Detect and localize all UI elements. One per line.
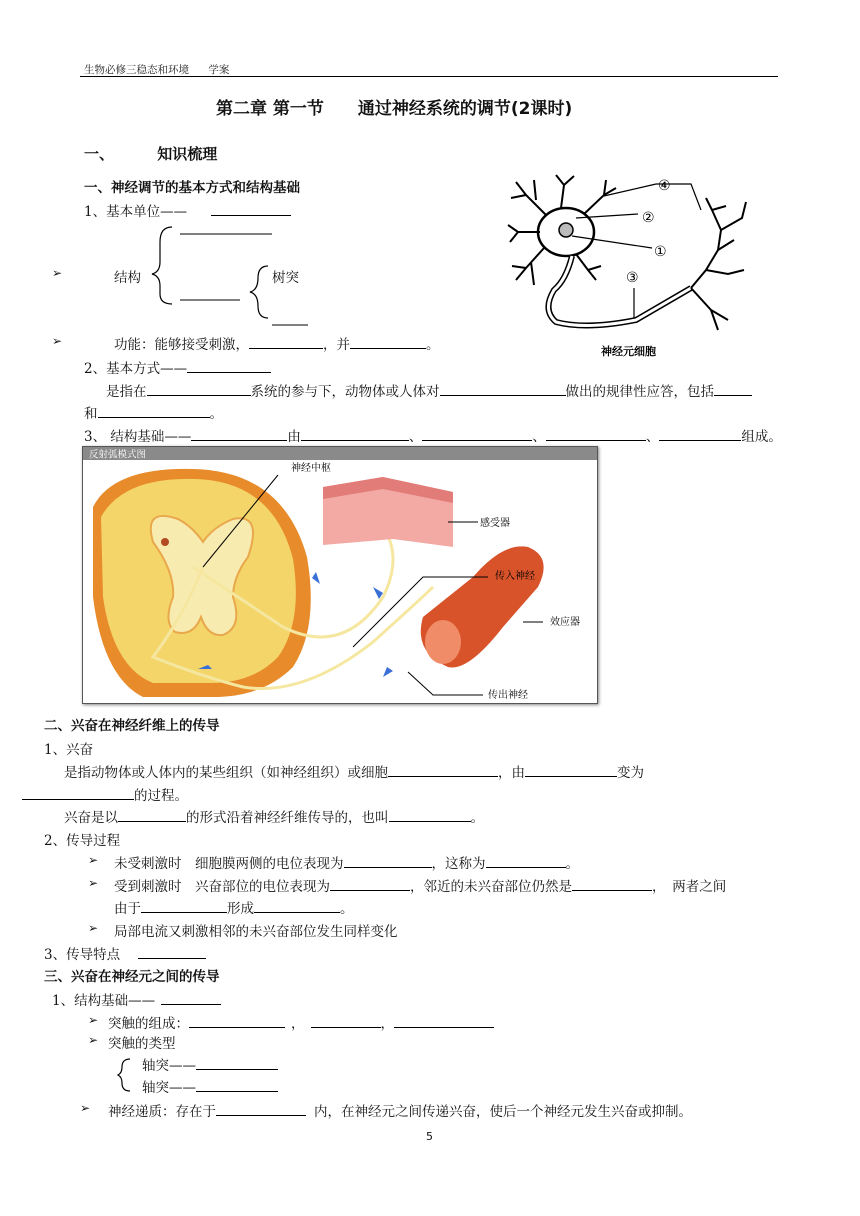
item2-desc-cont: 和 。 (84, 406, 223, 422)
blank[interactable] (330, 877, 410, 891)
neuron-caption: 神经元细胞 (601, 345, 656, 358)
blank[interactable] (216, 1102, 306, 1116)
synapse-type-1: 轴突—— (142, 1054, 278, 1074)
synapse-type-brace (116, 1057, 136, 1093)
muscle-end (425, 620, 461, 664)
process-stimulated: 受到刺激时 兴奋部位的电位表现为 ，邻近的未兴奋部位仍然是 ， 两者之间 (114, 879, 727, 895)
blank[interactable] (161, 991, 221, 1005)
blank[interactable] (388, 763, 498, 777)
blank[interactable] (422, 427, 532, 441)
part1-item2: 2、基本方式—— (84, 357, 271, 377)
label-center: 神经中枢 (291, 463, 331, 474)
item2-desc: 是指在 系统的参与下，动物体或人体对 做出的规律性应答，包括 (106, 380, 752, 400)
part1-item3: 3、 结构基础—— 由 、 、 、 组成。 (84, 429, 782, 445)
blank[interactable] (98, 404, 210, 418)
blank[interactable] (486, 854, 566, 868)
nucleus (559, 223, 573, 237)
blank[interactable] (22, 786, 134, 800)
blank[interactable] (714, 382, 752, 396)
dendrite-label: 树突 (272, 270, 299, 286)
process-spread: 局部电流又刺激相邻的未兴奋部位发生同样变化 (114, 924, 398, 940)
synapse-type-2: 轴突—— (142, 1076, 278, 1096)
dendrite (508, 225, 540, 242)
dendrite (511, 180, 546, 215)
item1-label: 1、基本单位—— (84, 204, 188, 220)
excitation-def: 是指动物体或人体内的某些组织（如神经组织）或细胞 ，由 变为 (64, 765, 644, 781)
blank[interactable] (659, 427, 741, 441)
excitation-form: 兴奋是以 的形式沿着神经纤维传导的，也叫 。 (64, 810, 484, 826)
label-2: ② (642, 210, 655, 226)
bullet-icon: ➢ (88, 921, 99, 935)
blank[interactable] (394, 1014, 494, 1028)
blank[interactable] (141, 899, 227, 913)
part3-heading: 三、兴奋在神经元之间的传导 (44, 969, 220, 985)
brace-inner (250, 266, 268, 318)
process-stimulated-cont: 由于 形成 。 (114, 901, 354, 917)
header-rule (80, 76, 778, 77)
bullet-icon: ➢ (88, 876, 99, 890)
blank[interactable] (301, 427, 409, 441)
blank[interactable] (546, 427, 646, 441)
blank[interactable] (196, 1056, 278, 1070)
axon-terminal (706, 198, 746, 230)
blank[interactable] (196, 1078, 278, 1092)
blank[interactable] (187, 359, 271, 373)
synapse-composition: 突触的组成： ， ， (108, 1012, 494, 1032)
section-knowledge (84, 143, 217, 164)
bullet-icon: ➢ (88, 853, 99, 867)
part2-s3: 3、传导特点 (44, 943, 206, 963)
blank[interactable] (350, 335, 426, 349)
blank[interactable] (189, 1014, 285, 1028)
function-line: 功能：能够接受刺激， ，并 。 (114, 337, 440, 353)
running-header (84, 62, 229, 77)
axon-terminal (691, 230, 744, 288)
spinal-cord (93, 469, 311, 697)
part3-s1: 1、结构基础—— (52, 989, 221, 1009)
brace (152, 227, 172, 304)
bullet-icon: ➢ (80, 1101, 91, 1115)
label-receptor: 感受器 (480, 518, 510, 529)
part1-heading: 一、神经调节的基本方式和结构基础 (84, 180, 300, 196)
page-title: 第二章 第一节 通过神经系统的调节(2课时) (216, 99, 573, 119)
axon-inner (548, 256, 691, 326)
part2-s1: 1、兴奋 (44, 742, 94, 758)
neuron-drawing (508, 175, 746, 330)
part1-item1 (84, 200, 291, 220)
label-effector: 效应器 (550, 617, 580, 628)
blank[interactable] (147, 382, 251, 396)
label-3: ③ (626, 270, 639, 286)
label-1: ① (654, 244, 667, 260)
blank[interactable] (254, 899, 340, 913)
bullet-icon: ➢ (88, 1033, 99, 1047)
dendrite (584, 180, 616, 214)
neurotransmitter: 神经递质：存在于 内，在神经元之间传递兴奋，使后一个神经元发生兴奋或抑制。 (108, 1104, 692, 1120)
figure-title-bar (83, 447, 597, 460)
dendrite (512, 248, 544, 285)
axon-terminal (691, 288, 728, 330)
label-4: ④ (658, 178, 671, 194)
bullet-icon: ➢ (88, 1013, 99, 1027)
section-label: 知识梳理 (157, 145, 218, 163)
central-dot (161, 538, 169, 546)
reflex-arc-figure (82, 446, 598, 704)
label-efferent: 传出神经 (488, 690, 528, 701)
blank[interactable] (249, 335, 323, 349)
dendrite (556, 175, 574, 208)
structure-label: 结构 (114, 270, 141, 286)
blank[interactable] (440, 382, 566, 396)
section-number: 一、 (84, 145, 115, 163)
dendrite (576, 254, 601, 280)
figure-title: 反射弧模式图 (89, 449, 147, 461)
blank[interactable] (389, 808, 471, 822)
header-left: 生物必修三稳态和环境 (84, 64, 189, 76)
part2-s2: 2、传导过程 (44, 833, 121, 849)
bullet-icon: ➢ (52, 334, 63, 348)
page-number: 5 (426, 1130, 433, 1143)
blank[interactable] (211, 202, 291, 216)
synapse-type: 突触的类型 (108, 1036, 176, 1052)
blank[interactable] (118, 808, 186, 822)
label-afferent: 传入神经 (495, 571, 535, 582)
process-unstimulated: 未受刺激时 细胞膜两侧的电位表现为 ，这称为 。 (114, 856, 579, 872)
blank[interactable] (191, 427, 287, 441)
excitation-def-cont: 的过程。 (22, 784, 188, 804)
part2-heading: 二、兴奋在神经纤维上的传导 (44, 718, 220, 734)
blank[interactable] (525, 763, 617, 777)
blank[interactable] (572, 877, 652, 891)
blank[interactable] (311, 1014, 381, 1028)
bullet-icon: ➢ (52, 266, 63, 280)
neuron-figure (506, 170, 756, 360)
blank[interactable] (344, 854, 432, 868)
header-right: 学案 (208, 64, 230, 76)
blank[interactable] (138, 945, 206, 959)
